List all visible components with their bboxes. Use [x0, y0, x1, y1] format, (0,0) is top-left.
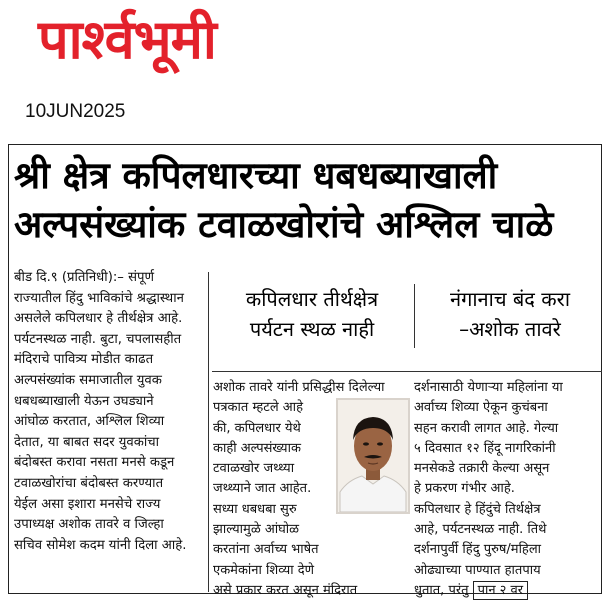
continued-page-tag: पान २ वर	[473, 581, 529, 600]
subhead-left-line-2: पर्यटन स्थळ नाही	[249, 317, 375, 341]
body-line: देतात, या बाबत सदर युवकांचा	[14, 434, 160, 450]
body-line: एकमेकांना शिव्या देणे	[213, 562, 315, 578]
body-line: ओढ्याच्या पाण्यात हातपाय	[414, 562, 541, 578]
subhead-right-line-2: –अशोक तावरे	[459, 317, 561, 341]
body-line: येईल असा इशारा मनसेचे राज्य	[14, 496, 161, 512]
body-line: अर्वाच्य शिव्या ऐकून कुचंबना	[414, 400, 548, 416]
body-line: बंदोबस्त करावा नसता मनसे कडून	[14, 455, 175, 471]
body-line: जथ्थ्याने जात आहेत.	[213, 481, 312, 497]
body-line: राज्यातील हिंदु भाविकांचे श्रद्धास्थान	[14, 290, 184, 306]
body-line: मनसेकडे तक्रारी केल्या असून	[414, 461, 550, 477]
body-line: मंदिराचे पावित्र्य मोडीत काढत	[14, 352, 154, 368]
article-left-column	[14, 268, 204, 556]
body-line: दर्शनासाठी येणाऱ्या महिलांना या	[414, 380, 563, 395]
body-line: दर्शनापुर्वी हिंदु पुरुष/महिला	[414, 542, 542, 558]
body-line: करतांना अर्वाच्य भाषेत	[213, 542, 319, 558]
body-line: सध्या धबधबा सुरु	[213, 501, 297, 517]
body-line: हे प्रकरण गंभीर आहे.	[414, 481, 515, 497]
subhead-left-line-1: कपिलधार तीर्थक्षेत्र	[245, 287, 379, 311]
body-line: असलेले कपिलधार हे तीर्थक्षेत्र आहे.	[14, 311, 183, 327]
body-line: अल्पसंख्यांक समाजातील युवक	[14, 372, 162, 388]
body-line: झाल्यामुळे आंघोळ	[213, 522, 300, 538]
subheadline-left	[212, 284, 412, 344]
body-line: की, कपिलधार येथे	[213, 420, 301, 436]
subheadline-right	[418, 284, 602, 344]
body-line: पत्रकात म्हटले आहे	[213, 400, 303, 416]
body-line: सचिव सोमेश कदम यांनी दिला आहे.	[14, 537, 187, 553]
body-line: आंघोळ करतात, अश्लिल शिव्या	[14, 414, 165, 430]
column-divider-left	[208, 272, 209, 592]
body-line: उपाध्यक्ष अशोक तावरे व जिल्हा	[14, 517, 164, 533]
body-line: पर्यटनस्थळ नाही. बुटा, चपलासहीत	[14, 331, 182, 347]
body-line: टवाळखोर जथ्थ्या	[213, 461, 295, 477]
body-line: बीड दि.९ (प्रतिनिधी):– संपूर्ण	[14, 270, 155, 285]
clipping-date: 10JUN2025	[25, 101, 126, 122]
body-line-text: धुतात, परंतु	[414, 582, 469, 598]
newspaper-masthead: पार्श्वभूमी	[38, 7, 216, 71]
body-line: काही अल्पसंख्याक	[213, 440, 301, 456]
body-line: आहे, पर्यटनस्थळ नाही. तिथे	[414, 522, 547, 538]
subhead-right-line-1: नंगानाच बंद करा	[450, 287, 570, 311]
subhead-underline	[212, 371, 602, 372]
body-line: धबधब्याखाली येऊन उघड्याने	[14, 393, 154, 409]
body-line: अशोक तावरे यांनी प्रसिद्धीस दिलेल्या	[213, 380, 385, 395]
headline-line-2: अल्पसंख्यांक टवाळखोरांचे अश्लिल चाळे	[14, 203, 554, 246]
body-line: कपिलधार हे हिंदुंचे तिर्थक्षेत्र	[414, 501, 541, 517]
person-portrait-icon	[338, 400, 408, 512]
body-line: टवाळखोरांचा बंदोबस्त करण्यात	[14, 475, 164, 491]
headline-line-1: श्री क्षेत्र कपिलधारच्या धबधब्याखाली	[14, 154, 498, 197]
body-line: ५ दिवसात १२ हिंदू नागरिकांनी	[414, 440, 556, 456]
article-right-column	[414, 378, 602, 601]
body-line: सहन करावी लागत आहे. गेल्या	[414, 420, 559, 436]
reporter-photo	[336, 398, 410, 514]
article-headline	[14, 151, 602, 249]
subhead-divider	[414, 284, 415, 348]
body-line-last	[414, 581, 602, 601]
body-line: असे प्रकार करत असून मंदिरात	[213, 582, 358, 598]
